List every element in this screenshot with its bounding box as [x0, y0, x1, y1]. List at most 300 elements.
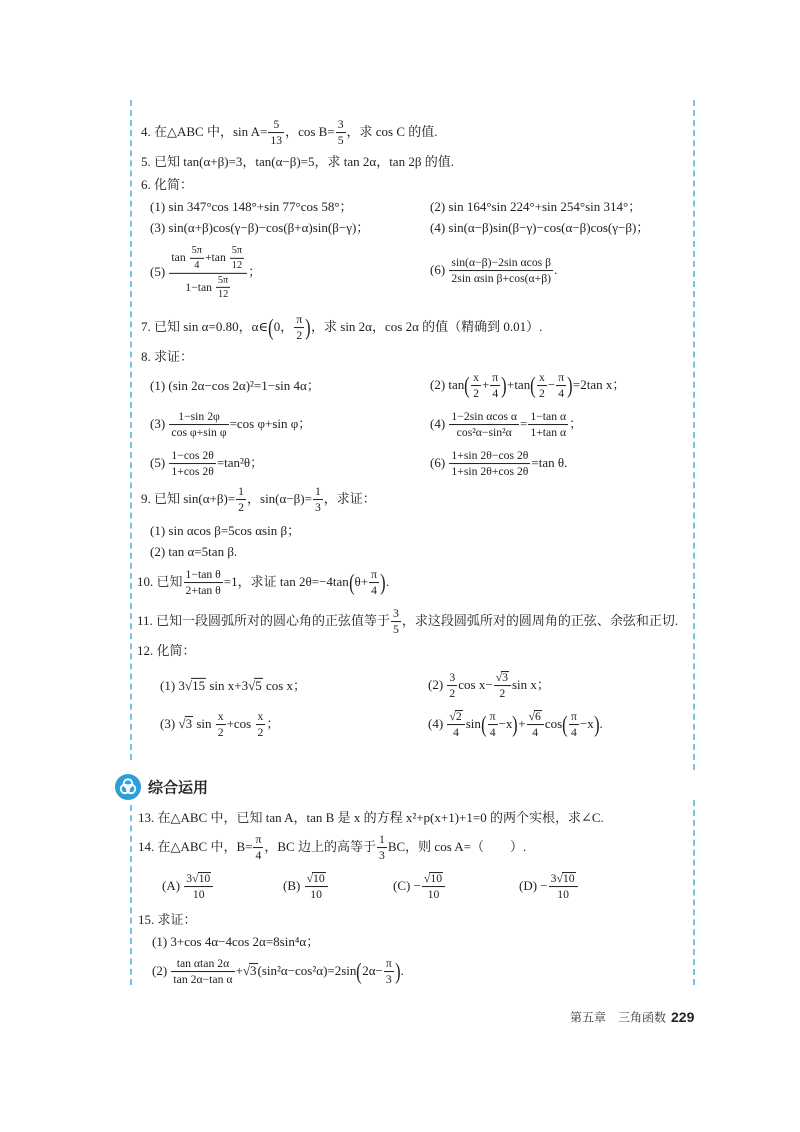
math-text: 12 [217, 289, 229, 301]
math-text: +tan [204, 250, 229, 264]
math-text: cos²α−sin²α [456, 426, 512, 440]
math-text: =1，求证 tan 2θ=−4tan [223, 573, 349, 589]
exercise-11 [137, 607, 678, 637]
radical-sign: √ [184, 677, 193, 693]
math-text: π [558, 371, 565, 385]
exercise-15-item-1 [152, 934, 319, 950]
math-text: +tan [506, 376, 531, 392]
fraction [190, 245, 204, 272]
radical-sign: √ [242, 962, 250, 978]
math-text: 3 [186, 872, 193, 886]
math-text: 14. 在△ABC 中，B= [138, 838, 253, 854]
math-text: x [217, 710, 224, 724]
math-text: 12. 化简： [137, 642, 196, 658]
radicand: 10 [562, 872, 575, 886]
exercise-12-heading [137, 643, 196, 659]
exercise-5 [141, 154, 454, 170]
math-text: 4 [489, 726, 496, 740]
exercise-6-item-6 [430, 256, 557, 286]
math-text: 1−tan α [530, 410, 567, 424]
fraction-denominator [336, 134, 346, 148]
fraction-numerator [256, 710, 266, 725]
exercise-9-item-2 [150, 544, 237, 560]
exercise-14-choice-d [519, 872, 579, 902]
math-text: 1 [378, 833, 385, 847]
radical-sign: √ [528, 710, 535, 724]
math-text: ； [266, 715, 280, 731]
math-text: + [481, 376, 490, 392]
fraction-numerator [494, 671, 511, 686]
fraction-numerator [528, 410, 568, 425]
radical-sign: √ [449, 710, 456, 724]
radicand: 3 [250, 962, 257, 978]
math-text: (5) [150, 263, 169, 279]
math-text: 3 [378, 849, 385, 863]
fraction-denominator [216, 726, 226, 740]
exercise-6-item-2 [430, 199, 641, 215]
fraction [169, 449, 215, 479]
math-text: 4 [570, 726, 577, 740]
exercise-9-stem [141, 485, 376, 515]
fraction [313, 485, 323, 515]
math-text: 10 [557, 888, 569, 902]
fraction [236, 485, 246, 515]
math-text: 1−2sin αcos α [451, 410, 518, 424]
math-text: 6. 化简： [141, 176, 194, 192]
math-text: 2 [296, 329, 303, 343]
large-delimiter: ) [567, 372, 573, 399]
math-text: 1−tan [185, 280, 215, 294]
math-text: (1) sin αcos β=5cos αsin β； [150, 522, 301, 538]
radicand: 2 [455, 710, 462, 724]
fraction [184, 568, 223, 598]
fraction-denominator [169, 426, 228, 440]
math-text: 1 [314, 485, 321, 499]
exercise-6-item-5 [150, 245, 261, 301]
fraction [171, 957, 234, 987]
fraction-numerator [313, 485, 323, 500]
fraction [490, 371, 500, 401]
exercise-12-item-1 [160, 678, 306, 694]
fraction [216, 710, 226, 740]
fraction-numerator [268, 118, 284, 133]
exercise-8-heading [141, 349, 193, 365]
math-text: 0， [273, 318, 294, 334]
math-text: 8. 求证： [141, 348, 194, 364]
fraction-denominator [216, 288, 230, 301]
math-text: 4 [255, 849, 262, 863]
exercise-6-item-4 [430, 220, 649, 236]
radical-sign: √ [306, 872, 314, 886]
math-text: BC，则 cos A=（ ）. [387, 838, 527, 854]
large-delimiter: ( [268, 314, 274, 341]
math-text: (2) sin 164°sin 224°+sin 254°sin 314°； [430, 198, 642, 214]
radical-sign: √ [178, 715, 186, 731]
fraction-numerator [447, 710, 464, 725]
fraction-denominator [447, 726, 464, 740]
math-text: + [235, 962, 243, 978]
fraction-numerator [305, 872, 328, 887]
math-text: + [518, 715, 526, 731]
fraction [447, 710, 464, 740]
math-text: 1+cos 2θ [171, 465, 214, 479]
math-text: 5. 已知 tan(α+β)=3，tan(α−β)=5，求 tan 2α，tan 2β 的值. [141, 153, 454, 169]
math-text: (C) − [393, 877, 421, 893]
margin-dash-right-bottom [693, 800, 695, 985]
math-text: (2) tan [430, 376, 465, 392]
fraction-denominator [471, 387, 481, 401]
math-text: (3) [160, 715, 179, 731]
fraction [305, 872, 328, 902]
math-text: 1+sin 2θ−cos 2θ [451, 449, 529, 463]
fraction-denominator [253, 849, 263, 863]
exercise-12-item-4 [428, 710, 603, 740]
fraction-numerator [377, 833, 387, 848]
radicand: 10 [430, 872, 443, 886]
fraction-denominator [369, 584, 379, 598]
fraction [230, 245, 244, 272]
math-text: 5 [273, 118, 280, 132]
math-text: . [400, 962, 404, 978]
math-text: 4 [558, 387, 565, 401]
fraction [488, 710, 498, 740]
large-delimiter: ( [530, 372, 536, 399]
fraction-denominator [313, 501, 323, 515]
math-text: 13. 在△ABC 中，已知 tan A，tan B 是 x 的方程 x²+p(x+1)+1=0 的两个实根，求∠C. [138, 809, 604, 825]
math-text: 1−sin 2φ [178, 410, 220, 424]
fraction-denominator [184, 584, 223, 598]
fraction [268, 118, 284, 148]
radicand: 10 [313, 872, 325, 886]
fraction-denominator [569, 726, 579, 740]
math-text: ，sin(α−β)= [247, 490, 312, 506]
radicand: 3 [185, 715, 193, 731]
exercise-14-choice-a [162, 872, 214, 902]
math-text: 5π [217, 274, 229, 286]
math-text: (2) [152, 962, 171, 978]
math-text: π [296, 313, 303, 327]
fraction-denominator [391, 623, 401, 637]
math-text: 10 [192, 888, 205, 902]
fraction-numerator [230, 245, 244, 259]
fraction-numerator [447, 671, 457, 686]
math-text: sin x； [511, 676, 550, 692]
fraction-numerator [449, 256, 553, 271]
exercise-9-item-1 [150, 523, 300, 539]
radicand: 10 [198, 872, 211, 886]
fraction-denominator [528, 426, 568, 440]
math-text: (1) (sin 2α−cos 2α)²=1−sin 4α； [150, 377, 320, 393]
fraction [556, 371, 566, 401]
fraction-denominator [171, 973, 234, 987]
exercise-15-item-2 [152, 957, 404, 987]
fraction-numerator [471, 371, 481, 386]
margin-dash-left-top [130, 100, 132, 760]
math-text: 11. 已知一段圆弧所对的圆心角的正弦值等于 [137, 612, 391, 628]
fraction-denominator [169, 274, 247, 302]
exercise-7 [141, 313, 542, 343]
fraction [422, 872, 445, 902]
square-root [424, 872, 443, 885]
math-text: 5 [393, 623, 399, 637]
fraction-numerator [556, 371, 566, 386]
radicand: 3 [502, 671, 508, 685]
math-text: (5) [150, 454, 169, 470]
exercise-15-heading [138, 912, 197, 928]
square-root [248, 678, 263, 694]
exercise-6-item-1 [150, 199, 353, 215]
margin-dash-right-top [693, 100, 695, 770]
fraction-denominator [527, 726, 544, 740]
fraction-numerator [549, 872, 578, 887]
math-text: . [385, 573, 390, 589]
radicand: 5 [255, 677, 262, 693]
radical-sign: √ [192, 872, 199, 886]
exercise-12-item-3 [160, 710, 279, 740]
math-text: 3 [385, 973, 392, 987]
math-text: 2+tan θ [185, 584, 221, 598]
fraction [377, 833, 387, 863]
math-text: 4 [492, 387, 499, 401]
radical-sign: √ [423, 872, 431, 886]
large-delimiter: ) [394, 958, 401, 985]
math-text: x [473, 371, 479, 385]
fraction [256, 710, 266, 740]
math-text: 10 [310, 888, 322, 902]
fraction-numerator [384, 957, 394, 972]
math-text: 2 [449, 687, 456, 701]
square-root [192, 872, 211, 885]
large-delimiter: ) [512, 711, 519, 738]
fraction-denominator [236, 501, 246, 515]
exercise-8-item-6 [430, 449, 567, 479]
footer-chapter: 第五章 三角函数 [570, 1010, 667, 1025]
page-number: 229 [671, 1009, 695, 1025]
fraction [336, 118, 346, 148]
math-text: 10. 已知 [137, 573, 183, 589]
fraction-denominator [190, 259, 204, 272]
large-delimiter: ( [464, 372, 470, 399]
math-text: 2 [539, 387, 545, 401]
math-text: 3 [550, 872, 557, 886]
math-text: x [257, 710, 264, 724]
fraction [449, 256, 553, 286]
fraction [494, 671, 511, 701]
math-text: =cos φ+sin φ； [229, 415, 312, 431]
math-text: (B) [283, 877, 304, 893]
fraction [449, 449, 530, 479]
math-text: 10 [427, 888, 440, 902]
fraction-denominator [449, 465, 530, 479]
math-text: sin(α−β)−2sin αcos β [451, 256, 552, 270]
math-text: (2) [428, 676, 447, 692]
fraction-numerator [171, 957, 234, 972]
fraction [294, 313, 304, 343]
math-text: − [547, 376, 556, 392]
math-text: 4 [532, 726, 539, 740]
fraction-denominator [447, 687, 457, 701]
math-text: 1−cos 2θ [171, 449, 214, 463]
math-text: 2 [217, 726, 224, 740]
fraction-numerator [449, 410, 519, 425]
fraction-numerator [527, 710, 544, 725]
math-text: 3 [393, 607, 399, 621]
fraction-numerator [236, 485, 246, 500]
math-text: 3 [449, 671, 456, 685]
math-text: 4 [194, 259, 200, 271]
math-text: 1 [238, 485, 245, 499]
exercise-13 [138, 810, 604, 826]
math-text: cos [544, 715, 563, 731]
math-text: 7. 已知 sin α=0.80，α∈ [141, 318, 268, 334]
math-text: π [385, 957, 392, 971]
math-text: (sin²α−cos²α)=2sin [257, 962, 357, 978]
math-text: (3) [150, 415, 169, 431]
fraction [471, 371, 481, 401]
fraction-numerator [449, 449, 530, 464]
math-text: 5π [231, 244, 243, 256]
math-text: 4 [453, 726, 459, 740]
math-text: θ+ [354, 573, 369, 589]
fraction [527, 710, 544, 740]
fraction-numerator [169, 245, 247, 274]
math-text: ，求这段圆弧所对的圆周角的正弦、余弦和正切. [401, 612, 679, 628]
exercise-8-item-1 [150, 378, 320, 394]
fraction-denominator [377, 849, 387, 863]
fraction-numerator [391, 607, 401, 622]
large-delimiter: ( [562, 711, 568, 738]
fraction-denominator [305, 888, 328, 902]
math-text: 2 [473, 387, 479, 401]
math-text: 3 [337, 118, 344, 132]
math-text: tan αtan 2α [176, 957, 230, 971]
math-text: 2sin αsin β+cos(α+β) [451, 272, 552, 286]
math-text: 1−tan θ [185, 568, 221, 582]
math-text: =tan²θ； [216, 454, 264, 470]
fraction-denominator [384, 973, 394, 987]
exercise-10 [137, 568, 389, 598]
exercise-6-item-3 [150, 220, 369, 236]
math-text: . [599, 715, 603, 731]
exercise-12-item-2 [428, 671, 550, 701]
large-delimiter: ( [348, 569, 355, 596]
exercise-6-heading [141, 177, 193, 193]
fraction [449, 410, 519, 440]
math-text: 1+sin 2θ+cos 2θ [451, 465, 529, 479]
math-text: (A) [162, 877, 184, 893]
exercise-8-item-5 [150, 449, 263, 479]
fraction-denominator [556, 387, 566, 401]
math-text: (6) [430, 454, 449, 470]
large-delimiter: ) [593, 711, 600, 738]
fraction [369, 568, 379, 598]
fraction-numerator [190, 245, 204, 259]
fraction [528, 410, 568, 440]
fraction [549, 872, 578, 902]
math-text: 9. 已知 sin(α+β)= [141, 490, 236, 506]
math-text: ，求证： [323, 490, 376, 506]
exercise-8-item-2 [430, 371, 625, 401]
math-text: (1) 3+cos 4α−4cos 2α=8sin⁴α； [152, 933, 320, 949]
math-text: tan [171, 250, 189, 264]
math-text: 4 [371, 584, 377, 598]
exercise-8-item-3 [150, 410, 311, 440]
exercise-8-item-4 [430, 410, 582, 440]
math-text: . [554, 261, 558, 277]
exercise-14-choice-c [393, 872, 446, 902]
large-delimiter: ) [305, 314, 311, 341]
fraction-numerator [294, 313, 304, 328]
fraction-denominator [184, 888, 213, 902]
fraction [391, 607, 401, 637]
section-title: 综合运用 [148, 779, 209, 797]
large-delimiter: ) [380, 569, 386, 596]
square-root [529, 710, 542, 723]
math-text: tan 2α−tan α [173, 973, 233, 987]
exercise-14-stem [138, 833, 526, 863]
fraction [537, 371, 547, 401]
fraction-denominator [490, 387, 500, 401]
square-root [496, 671, 509, 684]
math-text: sin [465, 715, 481, 731]
fraction-numerator [490, 371, 500, 386]
fraction-denominator [294, 329, 304, 343]
math-text: cos x； [262, 677, 307, 693]
fraction [569, 710, 579, 740]
square-root [449, 710, 462, 723]
math-text: π [492, 371, 499, 385]
fraction-denominator [549, 888, 578, 902]
math-text: (4) [430, 415, 449, 431]
math-text: ，求 sin 2α，cos 2α 的值（精确到 0.01）. [311, 318, 543, 334]
fraction-denominator [449, 272, 553, 286]
radical-sign: √ [556, 872, 563, 886]
math-text: 15. 求证： [138, 911, 197, 927]
math-text: ，BC 边上的高等于 [264, 838, 376, 854]
math-text: cos φ+sin φ [171, 426, 227, 440]
fraction-numerator [184, 872, 213, 887]
math-text: π [489, 710, 496, 724]
math-text: (6) [430, 261, 449, 277]
radical-sign: √ [495, 671, 503, 685]
math-text: (4) [428, 715, 447, 731]
math-text: sin [193, 715, 215, 731]
margin-dash-left-bottom [130, 805, 132, 985]
radicand: 15 [192, 677, 206, 693]
math-text: = [520, 415, 528, 431]
math-text: π [371, 568, 378, 582]
square-root [556, 872, 575, 885]
fraction-numerator [216, 275, 230, 289]
fraction [216, 275, 230, 302]
fraction-denominator [488, 726, 498, 740]
fraction [169, 245, 247, 301]
math-text: 5π [191, 244, 202, 256]
math-text: −x [579, 715, 594, 731]
math-text: (1) sin 347°cos 148°+sin 77°cos 58°； [150, 198, 353, 214]
fraction [447, 671, 457, 701]
square-root [185, 678, 206, 694]
square-root [243, 963, 258, 979]
math-text: 2α− [362, 962, 383, 978]
math-text: π [570, 710, 577, 724]
math-text: (2) tan α=5tan β. [150, 543, 238, 559]
three-rings-icon [114, 773, 142, 801]
fraction-numerator [169, 449, 215, 464]
fraction-denominator [494, 687, 511, 701]
fraction-denominator [422, 888, 445, 902]
exercise-4 [141, 118, 438, 148]
